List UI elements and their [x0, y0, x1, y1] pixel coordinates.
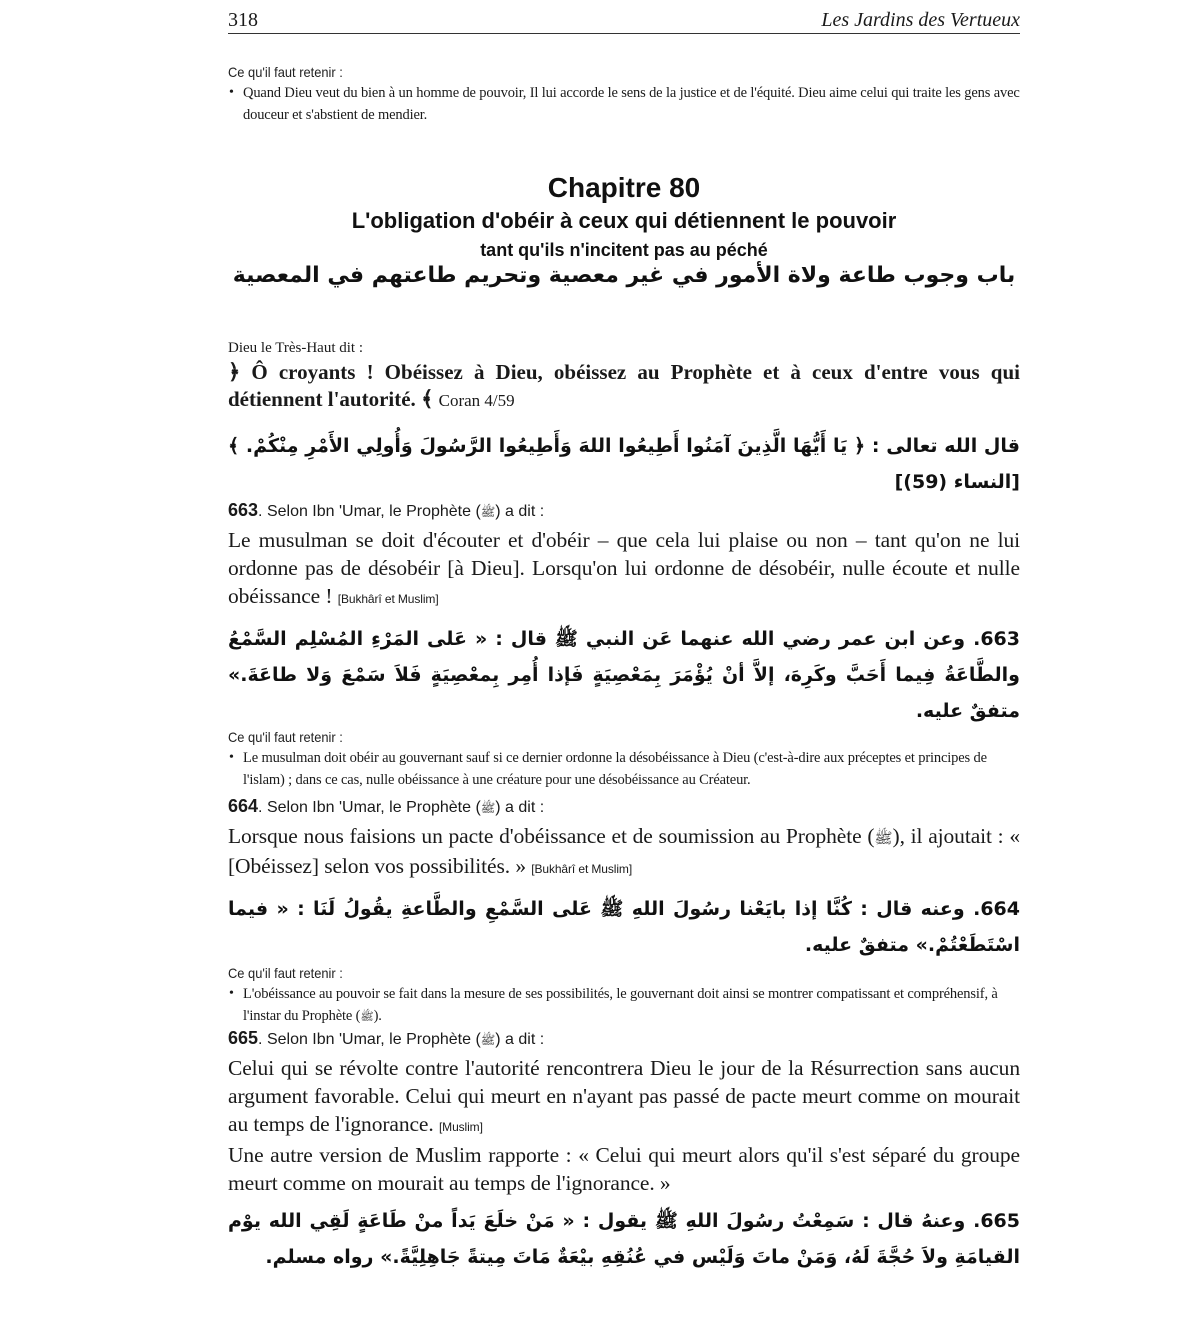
retain-bullet: • Quand Dieu veut du bien à un homme de pouvoir, Il lui accorde le sens de la justice et de l'équité. Dieu aime celui qui traite les gens avec douceur et s'abstient de mendier. — [228, 82, 1020, 126]
hadith-header: 663. Selon Ibn 'Umar, le Prophète (ﷺ) a dit : — [228, 500, 545, 520]
previous-retain-section — [228, 64, 1020, 126]
hadith-arabic: 663. وعن ابن عمر رضي الله عنهما عَن النبي ﷺ قال : « عَلى المَرْءِ المُسْلِم السَّمْعُ والطَّاعَةُ فِيما أَحَبَّ وكَرِهَ، إلاَّ أنْ يُؤْمَرَ بِمَعْصِيَةٍ فَإذا أُمِر بِمعْصِيَةٍ فَلاَ سَمْعَ وَلا طاعَةَ.» متفقٌ عليه. — [228, 628, 1020, 722]
hadith-source: [Bukhârî et Muslim] — [531, 862, 633, 876]
header-rule — [228, 33, 1020, 34]
hadith-number: 664 — [228, 796, 259, 816]
hadith-text: Lorsque nous faisions un pacte d'obéissance et de soumission au Prophète (ﷺ), il ajoutait : « [Obéissez] selon vos possibilités. » [Bukhârî et Muslim] — [228, 824, 1020, 878]
salutation-icon: ﷺ — [360, 1010, 374, 1023]
chapter-subtitle-line2: tant qu'ils n'incitent pas au péché — [480, 240, 768, 260]
quran-section — [228, 340, 1020, 500]
quran-reference: Coran 4/59 — [438, 391, 515, 410]
retain-bullet: • L'obéissance au pouvoir se fait dans la mesure de ses possibilités, le gouvernant doit ainsi se montrer compatissant et compréhensif, à l'instar du Prophète (ﷺ). — [228, 983, 1020, 1028]
hadith-source: [Muslim] — [438, 1120, 483, 1134]
book-title: Les Jardins des Vertueux — [821, 9, 1020, 31]
hadith-663 — [228, 500, 1020, 791]
retain-label: Ce qu'il faut retenir : — [228, 64, 343, 80]
hadith-text: Celui qui se révolte contre l'autorité rencontrera Dieu le jour de la Résurrection sans aucun argument favorable. Celui qui meurt en n'ayant pas passé de pacte meurt comme on mourait au temps de l'ignorance. [Muslim] — [228, 1056, 1020, 1136]
retain-label: Ce qu'il faut retenir : — [228, 729, 343, 745]
quran-intro: Dieu le Très-Haut dit : — [228, 340, 363, 356]
hadith-other-version: Une autre version de Muslim rapporte : « Celui qui meurt alors qu'il s'est séparé du groupe meurt comme on mourait au temps de l'ignorance. » — [228, 1143, 1020, 1195]
hadith-text: Le musulman se doit d'écouter et d'obéir – que cela lui plaise ou non – tant qu'on ne lui ordonne pas de désobéir [à Dieu]. Lorsqu'on lui ordonne de désobéir, nulle écoute et nulle obéissance ! [Bukhârî et Muslim] — [228, 528, 1020, 608]
hadith-header: 665. Selon Ibn 'Umar, le Prophète (ﷺ) a dit : — [228, 1028, 545, 1048]
running-head — [228, 2, 1020, 32]
retain-bullet: • Le musulman doit obéir au gouvernant sauf si ce dernier ordonne la désobéissance à Dieu (c'est-à-dire aux préceptes et principes de l'islam) ; dans ce cas, nulle obéissance à une créature pour une désobéissance au Créateur. — [228, 747, 1020, 791]
salutation-icon: ﷺ — [480, 505, 496, 519]
quran-verse: ﴿ Ô croyants ! Obéissez à Dieu, obéissez au Prophète et à ceux d'entre vous qui détiennent l'autorité. ﴾ Coran 4/59 — [228, 360, 1020, 411]
bullet-icon: • — [229, 85, 234, 100]
hadith-source: [Bukhârî et Muslim] — [337, 592, 439, 606]
bullet-icon: • — [229, 750, 234, 765]
page-number: 318 — [228, 9, 258, 31]
ornate-close-bracket-icon: ﴾ — [421, 387, 434, 411]
quran-arabic: قال الله تعالى : ﴿ يَا أَيُّهَا الَّذِينَ آمَنُوا أَطِيعُوا اللهَ وَأَطِيعُوا الرَّسُولَ وَأُولِي الأَمْرِ مِنْكُمْ. ﴾ [النساء (59)] — [228, 435, 1020, 493]
hadith-number: 663 — [228, 500, 259, 520]
hadith-header: 664. Selon Ibn 'Umar, le Prophète (ﷺ) a dit : — [228, 796, 545, 816]
retain-label: Ce qu'il faut retenir : — [228, 965, 343, 981]
chapter-title: Chapitre 80 — [547, 172, 701, 203]
ornate-open-bracket-icon: ﴿ — [228, 360, 241, 384]
salutation-icon: ﷺ — [480, 1033, 496, 1047]
hadith-number: 665 — [228, 1028, 259, 1048]
chapter-subtitle: L'obligation d'obéir à ceux qui détiennent le pouvoir — [351, 208, 897, 233]
bullet-icon: • — [229, 986, 234, 1001]
chapter-arabic-title: باب وجوب طاعة ولاة الأمور في غير معصية وتحريم طاعتهم في المعصية — [232, 263, 1016, 288]
hadith-arabic: 665. وعنهُ قال : سَمِعْتُ رسُولَ اللهِ ﷺ يقول : « مَنْ خلَعَ يَداً منْ طَاعَةٍ لَقِي الله يوْم القيامَةِ ولاَ حُجَّةَ لَهُ، وَمَنْ ماتَ وَلَيْس في عُنُقِهِ بيْعَةٌ مَاتَ مِيتةً جَاهِلِيَّةً.» رواه مسلم. — [228, 1210, 1020, 1268]
hadith-665 — [228, 1028, 1020, 1275]
hadith-664 — [228, 796, 1020, 1028]
salutation-icon: ﷺ — [480, 801, 496, 815]
salutation-icon: ﷺ — [874, 829, 893, 847]
chapter-heading — [228, 172, 1020, 288]
hadith-arabic: 664. وعنه قال : كُنَّا إذا بايَعْنا رسُولَ اللهِ ﷺ عَلى السَّمْعِ والطَّاعةِ يقُولُ لَنَا : « فيما اسْتَطَعْتُمْ.» متفقٌ عليه. — [228, 898, 1020, 956]
